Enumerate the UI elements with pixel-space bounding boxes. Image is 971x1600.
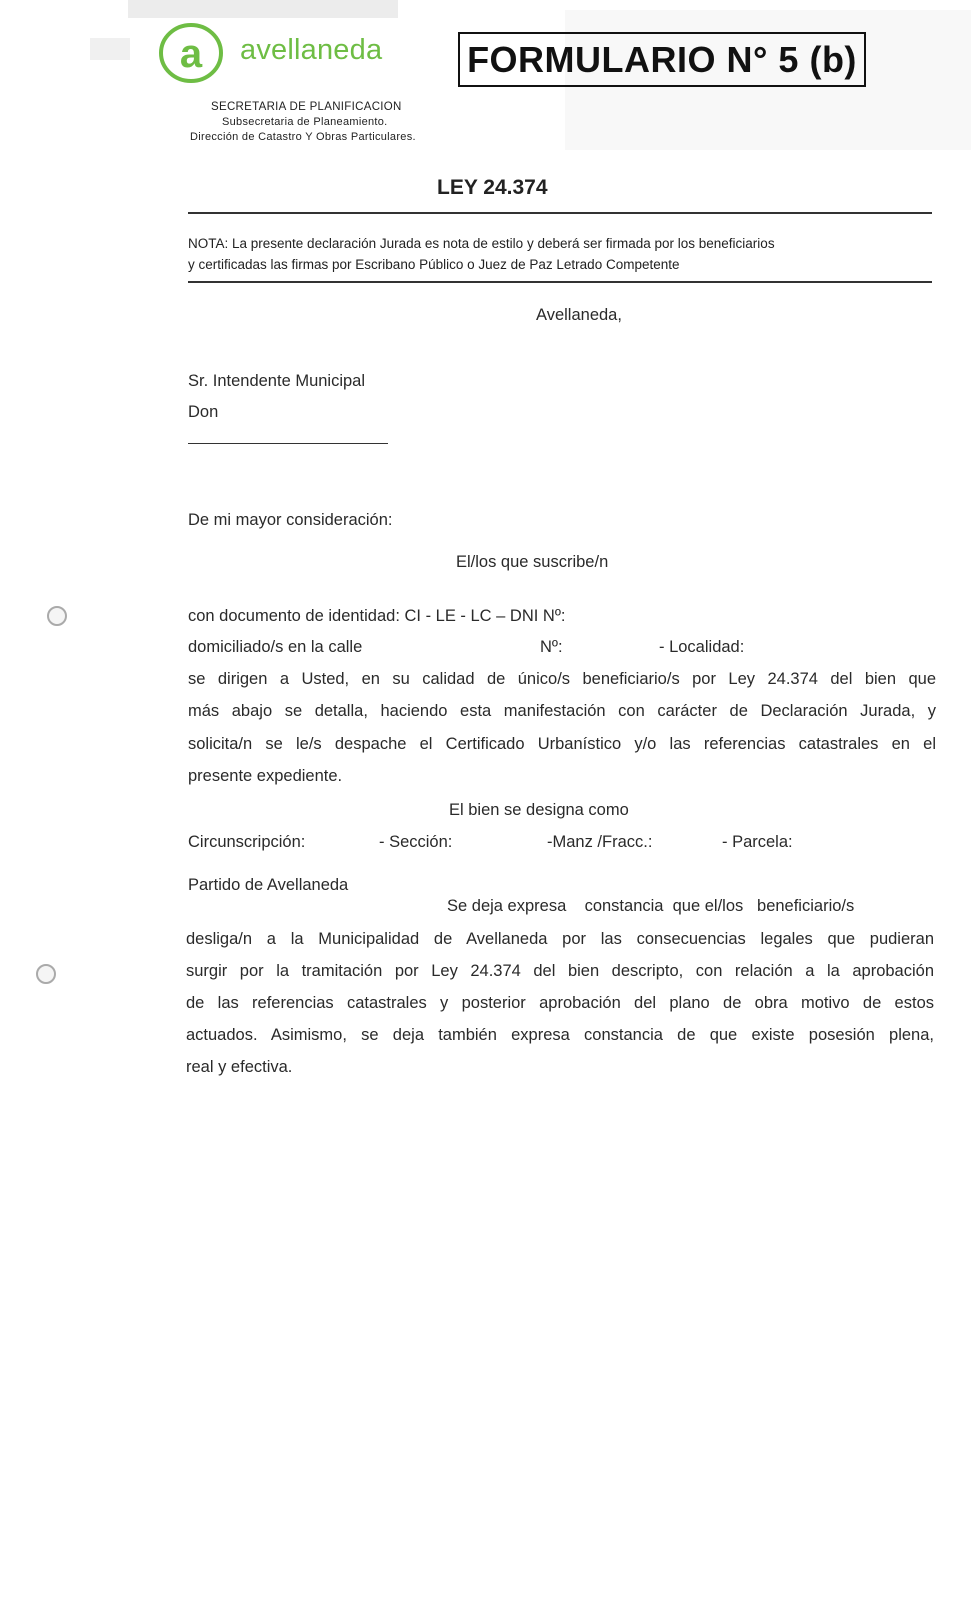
- paragraph-2-line-2: desliga/n a la Municipalidad de Avellaneda por las consecuencias legales que pudieran: [186, 930, 934, 948]
- partido-label: Partido de Avellaneda: [188, 876, 349, 894]
- punch-hole-upper: [47, 606, 67, 626]
- note-line-1: NOTA: La presente declaración Jurada es nota de estilo y deberá ser firmada por los beneficiarios: [188, 236, 775, 251]
- property-intro: El bien se designa como: [449, 801, 629, 819]
- addressee-line-1: Sr. Intendente Municipal: [188, 372, 366, 390]
- paragraph-1-line-3: solicita/n se le/s despache el Certificado Urbanístico y/o las referencias catastrales en el: [188, 735, 936, 753]
- logo-text: avellaneda: [240, 34, 383, 66]
- locality-label: - Localidad:: [659, 638, 745, 656]
- parcela-label: - Parcela:: [722, 833, 793, 851]
- manzana-label: -Manz /Fracc.:: [547, 833, 653, 851]
- paragraph-1-line-2: más abajo se detalla, haciendo esta manifestación con carácter de Declaración Jurada, y: [188, 702, 936, 720]
- addressee-line-2: Don: [188, 403, 219, 421]
- paragraph-2-line-5: actuados. Asimismo, se deja también expresa constancia de que existe posesión plena,: [186, 1026, 934, 1044]
- punch-hole-lower: [36, 964, 56, 984]
- scan-smudge-top: [128, 0, 398, 18]
- note-line-2: y certificadas las firmas por Escribano Público o Juez de Paz Letrado Competente: [188, 257, 680, 272]
- divider-top: [188, 212, 932, 214]
- direccion-label: Dirección de Catastro Y Obras Particulares.: [190, 131, 416, 143]
- logo-letter: a: [179, 32, 203, 76]
- place-date: Avellaneda,: [536, 306, 622, 324]
- paragraph-1-line-1: se dirigen a Usted, en su calidad de único/s beneficiario/s por Ley 24.374 del bien que: [188, 670, 936, 688]
- paragraph-2-line-3: surgir por la tramitación por Ley 24.374 del bien descripto, con relación a la aprobación: [186, 962, 934, 980]
- form-title-box: [458, 32, 866, 87]
- divider-bottom: [188, 281, 932, 283]
- scan-smudge-left: [90, 38, 130, 60]
- avellaneda-logo-icon: [158, 22, 224, 84]
- seccion-label: - Sección:: [379, 833, 453, 851]
- subsecretaria-label: Subsecretaria de Planeamiento.: [222, 116, 388, 128]
- paragraph-2-line-1: Se deja expresa constancia que el/los beneficiario/s: [447, 897, 855, 915]
- greeting: De mi mayor consideración:: [188, 511, 393, 529]
- circunscripcion-label: Circunscripción:: [188, 833, 306, 851]
- law-title: LEY 24.374: [437, 176, 548, 199]
- addressee-underline: [188, 443, 388, 444]
- paragraph-2-line-4: de las referencias catastrales y posterior aprobación del plano de obra motivo de estos: [186, 994, 934, 1012]
- secretaria-label: SECRETARIA DE PLANIFICACION: [211, 101, 402, 113]
- id-document-line: con documento de identidad: CI - LE - LC – DNI Nº:: [188, 607, 566, 625]
- number-label: Nº:: [540, 638, 563, 656]
- form-title: FORMULARIO N° 5 (b): [467, 38, 857, 80]
- address-label: domiciliado/s en la calle: [188, 638, 363, 656]
- subscriber-line: El/los que suscribe/n: [456, 553, 609, 571]
- paragraph-1-line-4: presente expediente.: [188, 767, 343, 785]
- paragraph-2-line-6: real y efectiva.: [186, 1058, 293, 1076]
